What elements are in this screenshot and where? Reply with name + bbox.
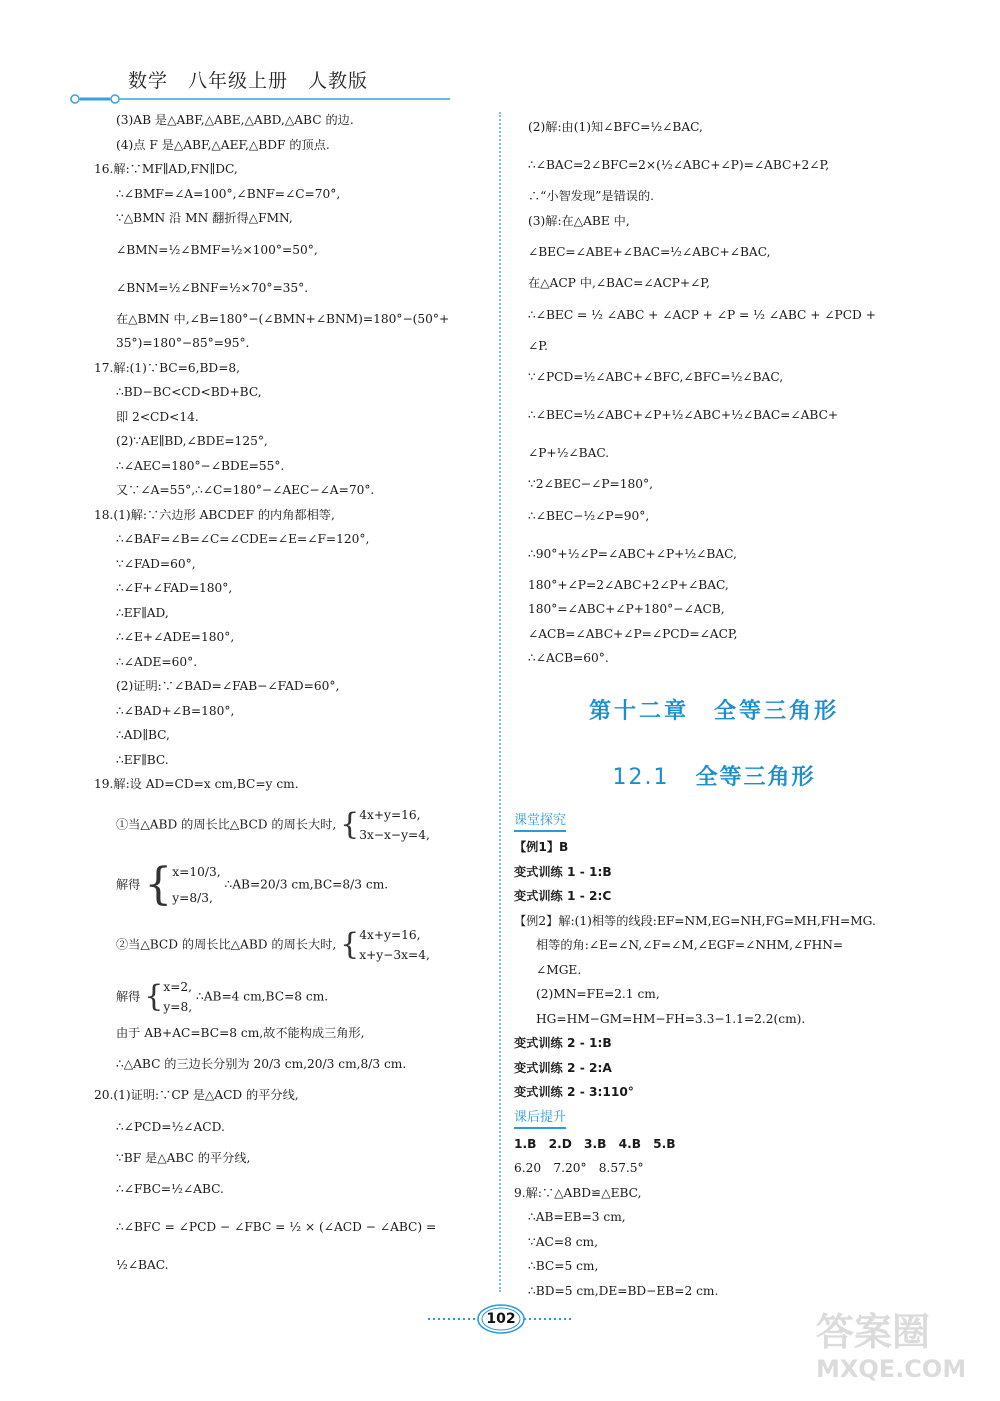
answer-line: 17.解:(1)∵BC=6,BD=8, bbox=[94, 360, 241, 375]
answer-line: ∴AD∥BC, bbox=[116, 728, 170, 742]
answer-line: ∵AC=8 cm, bbox=[528, 1234, 598, 1249]
answer-line: ∠P+½∠BAC. bbox=[528, 446, 610, 460]
solution-system bbox=[172, 859, 220, 911]
answer-line: ∴∠BAF=∠B=∠C=∠CDE=∠E=∠F=120°, bbox=[116, 532, 370, 546]
watermark-logo bbox=[808, 1297, 978, 1383]
result-text: ∴AB=4 cm,BC=8 cm. bbox=[195, 989, 329, 1003]
answer-line: (2)证明:∵∠BAD=∠FAB−∠FAD=60°, bbox=[116, 679, 340, 693]
answer-line: ∠BNM=½∠BNF=½×70°=35°. bbox=[116, 280, 309, 295]
answer-line: ½∠BAC. bbox=[116, 1258, 169, 1272]
answer-line: (3)AB 是△ABF,△ABE,△ABD,△ABC 的边. bbox=[116, 113, 354, 127]
answer-line: (2)MN=FE=2.1 cm, bbox=[536, 987, 660, 1001]
svg-text:MXQE.COM: MXQE.COM bbox=[816, 1355, 967, 1383]
brace-icon: { bbox=[144, 978, 164, 1014]
equation: 4x+y=16, bbox=[359, 927, 421, 942]
system-line bbox=[94, 925, 489, 965]
equation-system bbox=[359, 925, 430, 965]
answer-line: 变式训练 1 - 2:C bbox=[514, 889, 612, 903]
answer-line: ∵BF 是△ABC 的平分线, bbox=[116, 1150, 251, 1165]
answer-line: 16.解:∵MF∥AD,FN∥DC, bbox=[94, 162, 238, 176]
answer-line: ∵△BMN 沿 MN 翻折得△FMN, bbox=[116, 211, 293, 225]
answer-line: 【例2】解:(1)相等的线段:EF=NM,EG=NH,FG=MH,FH=MG. bbox=[514, 913, 876, 928]
system-line bbox=[94, 805, 489, 845]
answer-line: 在△ACP 中,∠BAC=∠ACP+∠P, bbox=[528, 276, 710, 290]
answer-line: ∴BD=5 cm,DE=BD−EB=2 cm. bbox=[528, 1283, 719, 1298]
answer-line: ∴△ABC 的三边长分别为 20/3 cm,20/3 cm,8/3 cm. bbox=[116, 1057, 407, 1071]
brace-icon: { bbox=[340, 926, 360, 962]
answer-line: (3)解:在△ABE 中, bbox=[528, 213, 630, 228]
section-title: 全等三角形 bbox=[695, 765, 816, 790]
brace-icon: { bbox=[144, 858, 173, 910]
section-tag-class-inquiry: 课堂探究 bbox=[514, 812, 566, 832]
answer-line: (2)解:由(1)知∠BFC=½∠BAC, bbox=[528, 120, 703, 134]
exercise-answers bbox=[514, 808, 914, 1303]
answer-line: 【例1】B bbox=[514, 840, 569, 854]
answer-line: ∠ACB=∠ABC+∠P=∠PCD=∠ACP, bbox=[528, 626, 738, 641]
solution-line bbox=[94, 977, 489, 1017]
answer-line: ∴∠BEC=½∠ABC+∠P+½∠ABC+½∠BAC=∠ABC+ bbox=[528, 408, 839, 422]
answer-line: 变式训练 2 - 3:110° bbox=[514, 1085, 634, 1099]
answer-line: ∵∠FAD=60°, bbox=[116, 556, 196, 571]
answer-line: ∴∠ADE=60°. bbox=[116, 654, 198, 669]
answer-line: ∵∠PCD=½∠ABC+∠BFC,∠BFC=½∠BAC, bbox=[528, 370, 784, 384]
page-number: 102 bbox=[486, 1311, 516, 1327]
answer-line: ∴∠F+∠FAD=180°, bbox=[116, 581, 233, 595]
answer-line: ∵2∠BEC−∠P=180°, bbox=[528, 477, 653, 491]
answer-line: ∴EF∥AD, bbox=[116, 605, 169, 620]
answer-line: ∴90°+½∠P=∠ABC+∠P+½∠BAC, bbox=[528, 546, 737, 561]
answer-line: 180°=∠ABC+∠P+180°−∠ACB, bbox=[528, 602, 725, 616]
equation: 3x−x−y=4, bbox=[359, 827, 430, 842]
solve-label: 解得 bbox=[116, 877, 141, 891]
answer-line: ∴∠PCD=½∠ACD. bbox=[116, 1119, 225, 1134]
answer-line: 19.解:设 AD=CD=x cm,BC=y cm. bbox=[94, 777, 299, 791]
answer-line: (4)点 F 是△ABF,△AEF,△BDF 的顶点. bbox=[116, 137, 330, 152]
page-number-badge bbox=[428, 1302, 574, 1336]
answer-line: ∴∠BAD+∠B=180°, bbox=[116, 703, 235, 718]
section-tag-after-class: 课后提升 bbox=[514, 1109, 566, 1129]
brace-icon: { bbox=[340, 806, 360, 842]
answer-line: 18.(1)解:∵六边形 ABCDEF 的内角都相等, bbox=[94, 507, 335, 522]
solution-value: y=8/3, bbox=[172, 890, 213, 905]
answer-line: ∴“小智发现”是错误的. bbox=[528, 189, 655, 203]
answer-line: ∴BD−BC<CD<BD+BC, bbox=[116, 385, 262, 399]
answer-line: ∴∠FBC=½∠ABC. bbox=[116, 1182, 224, 1196]
answer-line: ∠P. bbox=[528, 338, 548, 353]
answer-line: ∴∠BMF=∠A=100°,∠BNF=∠C=70°, bbox=[116, 186, 341, 201]
column-divider bbox=[499, 112, 501, 1292]
section-number: 12.1 bbox=[612, 765, 670, 790]
answer-line: 6.20 7.20° 8.57.5° bbox=[514, 1161, 644, 1175]
header-title: 数学 八年级上册 人教版 bbox=[128, 70, 369, 92]
answer-line: ∠BEC=∠ABE+∠BAC=½∠ABC+∠BAC, bbox=[528, 245, 771, 259]
answer-line: ∴EF∥BC. bbox=[116, 752, 169, 767]
answer-line: ∴∠BFC = ∠PCD − ∠FBC = ½ × (∠ACD − ∠ABC) = bbox=[116, 1220, 437, 1234]
answer-line: 在△BMN 中,∠B=180°−(∠BMN+∠BNM)=180°−(50°+ bbox=[116, 311, 450, 326]
solution-value: x=2, bbox=[163, 979, 193, 994]
solution-system bbox=[163, 977, 192, 1017]
answer-line: (2)∵AE∥BD,∠BDE=125°, bbox=[116, 434, 268, 448]
answer-line: 变式训练 2 - 1:B bbox=[514, 1036, 612, 1050]
solution-value: y=8, bbox=[163, 999, 193, 1014]
answer-line: 即 2<CD<14. bbox=[116, 409, 199, 424]
answer-line: ∴∠ACB=60°. bbox=[528, 651, 609, 665]
answer-line: 变式训练 2 - 2:A bbox=[514, 1060, 612, 1075]
answer-line: 1.B 2.D 3.B 4.B 5.B bbox=[514, 1136, 676, 1151]
answer-line: 相等的角:∠E=∠N,∠F=∠M,∠EGF=∠NHM,∠FHN= bbox=[536, 938, 844, 952]
answer-line: HG=HM−GM=HM−FH=3.3−1.1=2.2(cm). bbox=[536, 1011, 806, 1026]
answer-line: 9.解:∵△ABD≌△EBC, bbox=[514, 1185, 642, 1200]
answer-line: ∴BC=5 cm, bbox=[528, 1259, 599, 1273]
answer-line: 变式训练 1 - 1:B bbox=[514, 864, 612, 879]
solution-line bbox=[94, 859, 489, 911]
right-column bbox=[514, 108, 914, 671]
answer-line: ∴AB=EB=3 cm, bbox=[528, 1210, 626, 1224]
solve-label: 解得 bbox=[116, 989, 141, 1003]
solution-value: x=10/3, bbox=[172, 864, 221, 879]
answer-line: 由于 AB+AC=BC=8 cm,故不能构成三角形, bbox=[116, 1025, 365, 1040]
equation-system bbox=[359, 805, 430, 845]
answer-line: 20.(1)证明:∵CP 是△ACD 的平分线, bbox=[94, 1088, 299, 1102]
answer-line: ∴∠BAC=2∠BFC=2×(½∠ABC+∠P)=∠ABC+2∠P, bbox=[528, 158, 830, 172]
answer-line: ∠BMN=½∠BMF=½×100°=50°, bbox=[116, 242, 318, 257]
left-column bbox=[94, 108, 489, 1284]
answer-line: ∴∠AEC=180°−∠BDE=55°. bbox=[116, 458, 285, 473]
chapter-title: 第十二章 全等三角形 bbox=[588, 699, 839, 724]
answer-line: ∴∠E+∠ADE=180°, bbox=[116, 630, 235, 644]
condition-text: ②当△BCD 的周长比△ABD 的周长大时, bbox=[116, 937, 337, 951]
equation: x+y−3x=4, bbox=[359, 947, 430, 962]
section-heading bbox=[514, 760, 914, 791]
svg-text:答案圈: 答案圈 bbox=[816, 1310, 931, 1354]
equation: 4x+y=16, bbox=[359, 807, 421, 822]
header-decoration bbox=[70, 94, 450, 104]
condition-text: ①当△ABD 的周长比△BCD 的周长大时, bbox=[116, 817, 337, 831]
answer-line: 又∵∠A=55°,∴∠C=180°−∠AEC−∠A=70°. bbox=[116, 483, 375, 497]
answer-line: ∴∠BEC = ½ ∠ABC + ∠ACP + ∠P = ½ ∠ABC + ∠PCD + bbox=[528, 307, 876, 322]
answer-line: 35°)=180°−85°=95°. bbox=[116, 336, 250, 350]
answer-line: 180°+∠P=2∠ABC+2∠P+∠BAC, bbox=[528, 577, 729, 592]
answer-line: ∠MGE. bbox=[536, 962, 582, 977]
result-text: ∴AB=20/3 cm,BC=8/3 cm. bbox=[224, 877, 389, 891]
answer-line: ∴∠BEC−½∠P=90°, bbox=[528, 508, 650, 523]
